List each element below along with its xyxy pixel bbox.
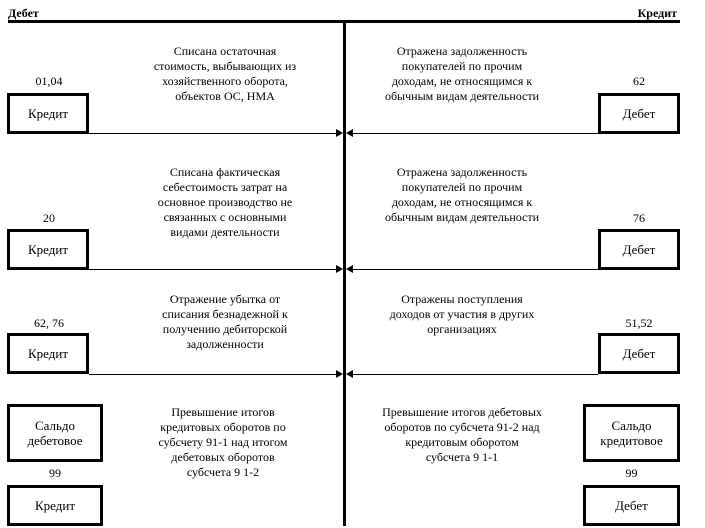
row2-left-code: 20 [43,211,55,225]
row1-left-code: 01,04 [35,74,63,88]
row1-right-text: Отражена задолженность покупателей по прочим доходам, не относящимся к обычным видам деятельности [384,44,540,103]
row1-right-arrow [346,129,353,137]
right-saldo-box: Сальдо кредитовое [583,404,680,462]
row2-right-arrow [346,265,353,273]
row3-right-code: 51,52 [625,316,653,330]
row1-right-box: Дебет [598,93,680,134]
debit-header: Дебет [8,6,39,20]
row2-right-text: Отражена задолженность покупателей по прочим доходам, не относящимся к обычным видам деятельности [384,165,540,224]
right-bottom-code: 99 [625,466,638,480]
row2-left-arrow [336,265,343,273]
row1-left-connector [89,133,337,134]
row3-right-connector [353,374,598,375]
row3-right-arrow [346,370,353,378]
right-bottom-box: Дебет [583,485,680,526]
row3-left-text: Отражение убытка от списания безнадежной к получению дебиторской задолженности [162,292,288,351]
row2-left-box: Кредит [7,229,89,270]
row2-left-text: Списана фактическая себестоимость затрат на основное производство не связанных с основными видами деятельности [157,165,293,239]
row3-left-connector [89,374,337,375]
row3-right-box: Дебет [598,333,680,374]
center-divider [343,20,346,526]
row3-right-text: Отражены поступления доходов от участия в других организациях [389,292,535,336]
right-saldo-text: Превышение итогов дебетовых оборотов по субсчета 91-2 над кредитовым оборотом субсчета 9 1-1 [382,405,542,464]
row1-left-arrow [336,129,343,137]
left-saldo-box: Сальдо дебетовое [7,404,103,462]
row2-right-code: 76 [633,211,645,225]
left-bottom-box: Кредит [7,485,103,526]
row3-left-arrow [336,370,343,378]
row1-right-code: 62 [633,74,645,88]
row1-right-connector [353,133,598,134]
left-saldo-text: Превышение итогов кредитовых оборотов по субсчету 91-1 над итогом дебетовых оборотов субсчета 9 1-2 [158,405,288,479]
row2-right-connector [353,269,598,270]
row3-left-code: 62, 76 [34,316,64,330]
row1-left-box: Кредит [7,93,89,134]
credit-header: Кредит [637,6,677,20]
row2-left-connector [89,269,337,270]
row2-right-box: Дебет [598,229,680,270]
row3-left-box: Кредит [7,333,89,374]
row1-left-text: Списана остаточная стоимость, выбывающих из хозяйственного оборота, объектов ОС, НМА [153,44,297,103]
left-bottom-code: 99 [49,466,61,480]
